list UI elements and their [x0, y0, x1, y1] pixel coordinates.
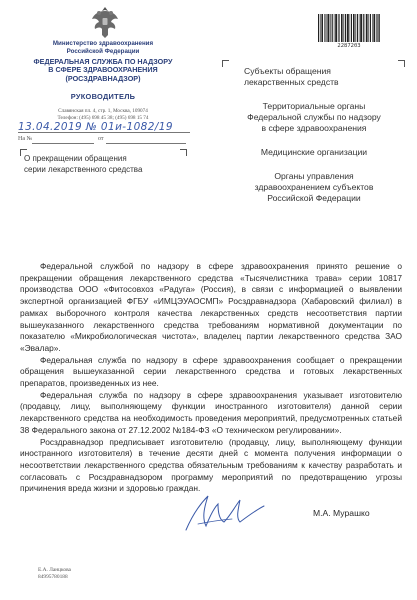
- body-paragraph: Росздравнадзор предписывает изготовителю (продавцу, лицу, выполняющему функции иностранного изготовителя) в течение десяти дней с момента получения информации о несоответствии лекарственного средства обязательным требованиям к качеству разработать и согласовать с Росздравнадзором программу мероприятий по предотвращению угрозы причинения вреда жизни и здоровью граждан.: [20, 436, 402, 494]
- ministry-name: Министерство здравоохранения Российской Федерации: [52, 40, 154, 55]
- handwritten-signature-icon: [178, 486, 268, 536]
- body-paragraph: Федеральная служба по надзору в сфере здравоохранения указывает изготовителю (продавцу, лицу, выполняющему функции иностранного изготовителя) данной серии лекарственного средства на необходимость проведения мероприятий, предусмотренных статьей 38 Федерального закона от 27.12.2002 №184-ФЗ «О техническом регулировании».: [20, 389, 402, 435]
- subject-line: О прекращении обращения серии лекарственного средства: [24, 154, 143, 174]
- recipient-item: Медицинские организации: [260, 147, 368, 157]
- body-paragraph: Федеральная служба по надзору в сфере здравоохранения сообщает о прекращении обращения вышеуказанной серии лекарственного средства и готовых лекарственных препаратов, произведенных из нее.: [20, 354, 402, 389]
- signer-name: М.А. Мурашко: [313, 508, 370, 518]
- recipient-item: Органы управления здравоохранением субъектов Российской Федерации: [254, 171, 374, 203]
- head-title: РУКОВОДИТЕЛЬ: [70, 92, 136, 102]
- date-line: [18, 132, 190, 133]
- na-label: На №: [18, 136, 33, 142]
- barcode-icon: [318, 14, 380, 42]
- address: Славянская пл. 4, стр. 1, Москва, 109074 Телефон: (495) 698 45 38; (495) 698 15 74: [57, 108, 149, 121]
- recipient-item: Субъекты обращения лекарственных средств: [244, 66, 339, 87]
- recipient-item: Территориальные органы Федеральной службы по надзору в сфере здравоохранения: [247, 101, 381, 133]
- organization-block: [20, 40, 186, 121]
- executor-info: Е.А. Ланцкова 84995780188: [38, 567, 71, 580]
- ot-label: от: [98, 136, 104, 142]
- reference-line-number: [32, 143, 94, 144]
- service-name: ФЕДЕРАЛЬНАЯ СЛУЖБА ПО НАДЗОРУ В СФЕРЕ ЗДРАВООХРАНЕНИЯ (РОСЗДРАВНАДЗОР): [33, 57, 173, 83]
- reference-row: [18, 136, 104, 142]
- reference-line-date: [106, 143, 186, 144]
- handwritten-date-number: 13.04.2019 № 01и-1082/19: [18, 121, 173, 133]
- letter-body: [20, 261, 402, 495]
- coat-of-arms-icon: [90, 5, 120, 39]
- recipients-block: [224, 66, 404, 217]
- body-paragraph: Федеральной службой по надзору в сфере здравоохранения принято решение о прекращении обращения лекарственного средства «Тысячелистника трава» серии 10817 производства ООО «Фитосовхоз «Радуга» (Россия), в связи с информацией о выявлении экспертной организацией ФГБУ «ИМЦЭУАОСМП» Росздравнадзора (Хабаровский филиал) в рамках выборочного контроля качества лекарственных средств несоответствия партии вышеуказанного лекарственного средства требованиям нормативной документации по показателю «Микробиологическая чистота», владелец партии лекарственного средства ЗАО «Эвалар».: [20, 261, 402, 353]
- barcode-number: 2287203: [337, 43, 361, 49]
